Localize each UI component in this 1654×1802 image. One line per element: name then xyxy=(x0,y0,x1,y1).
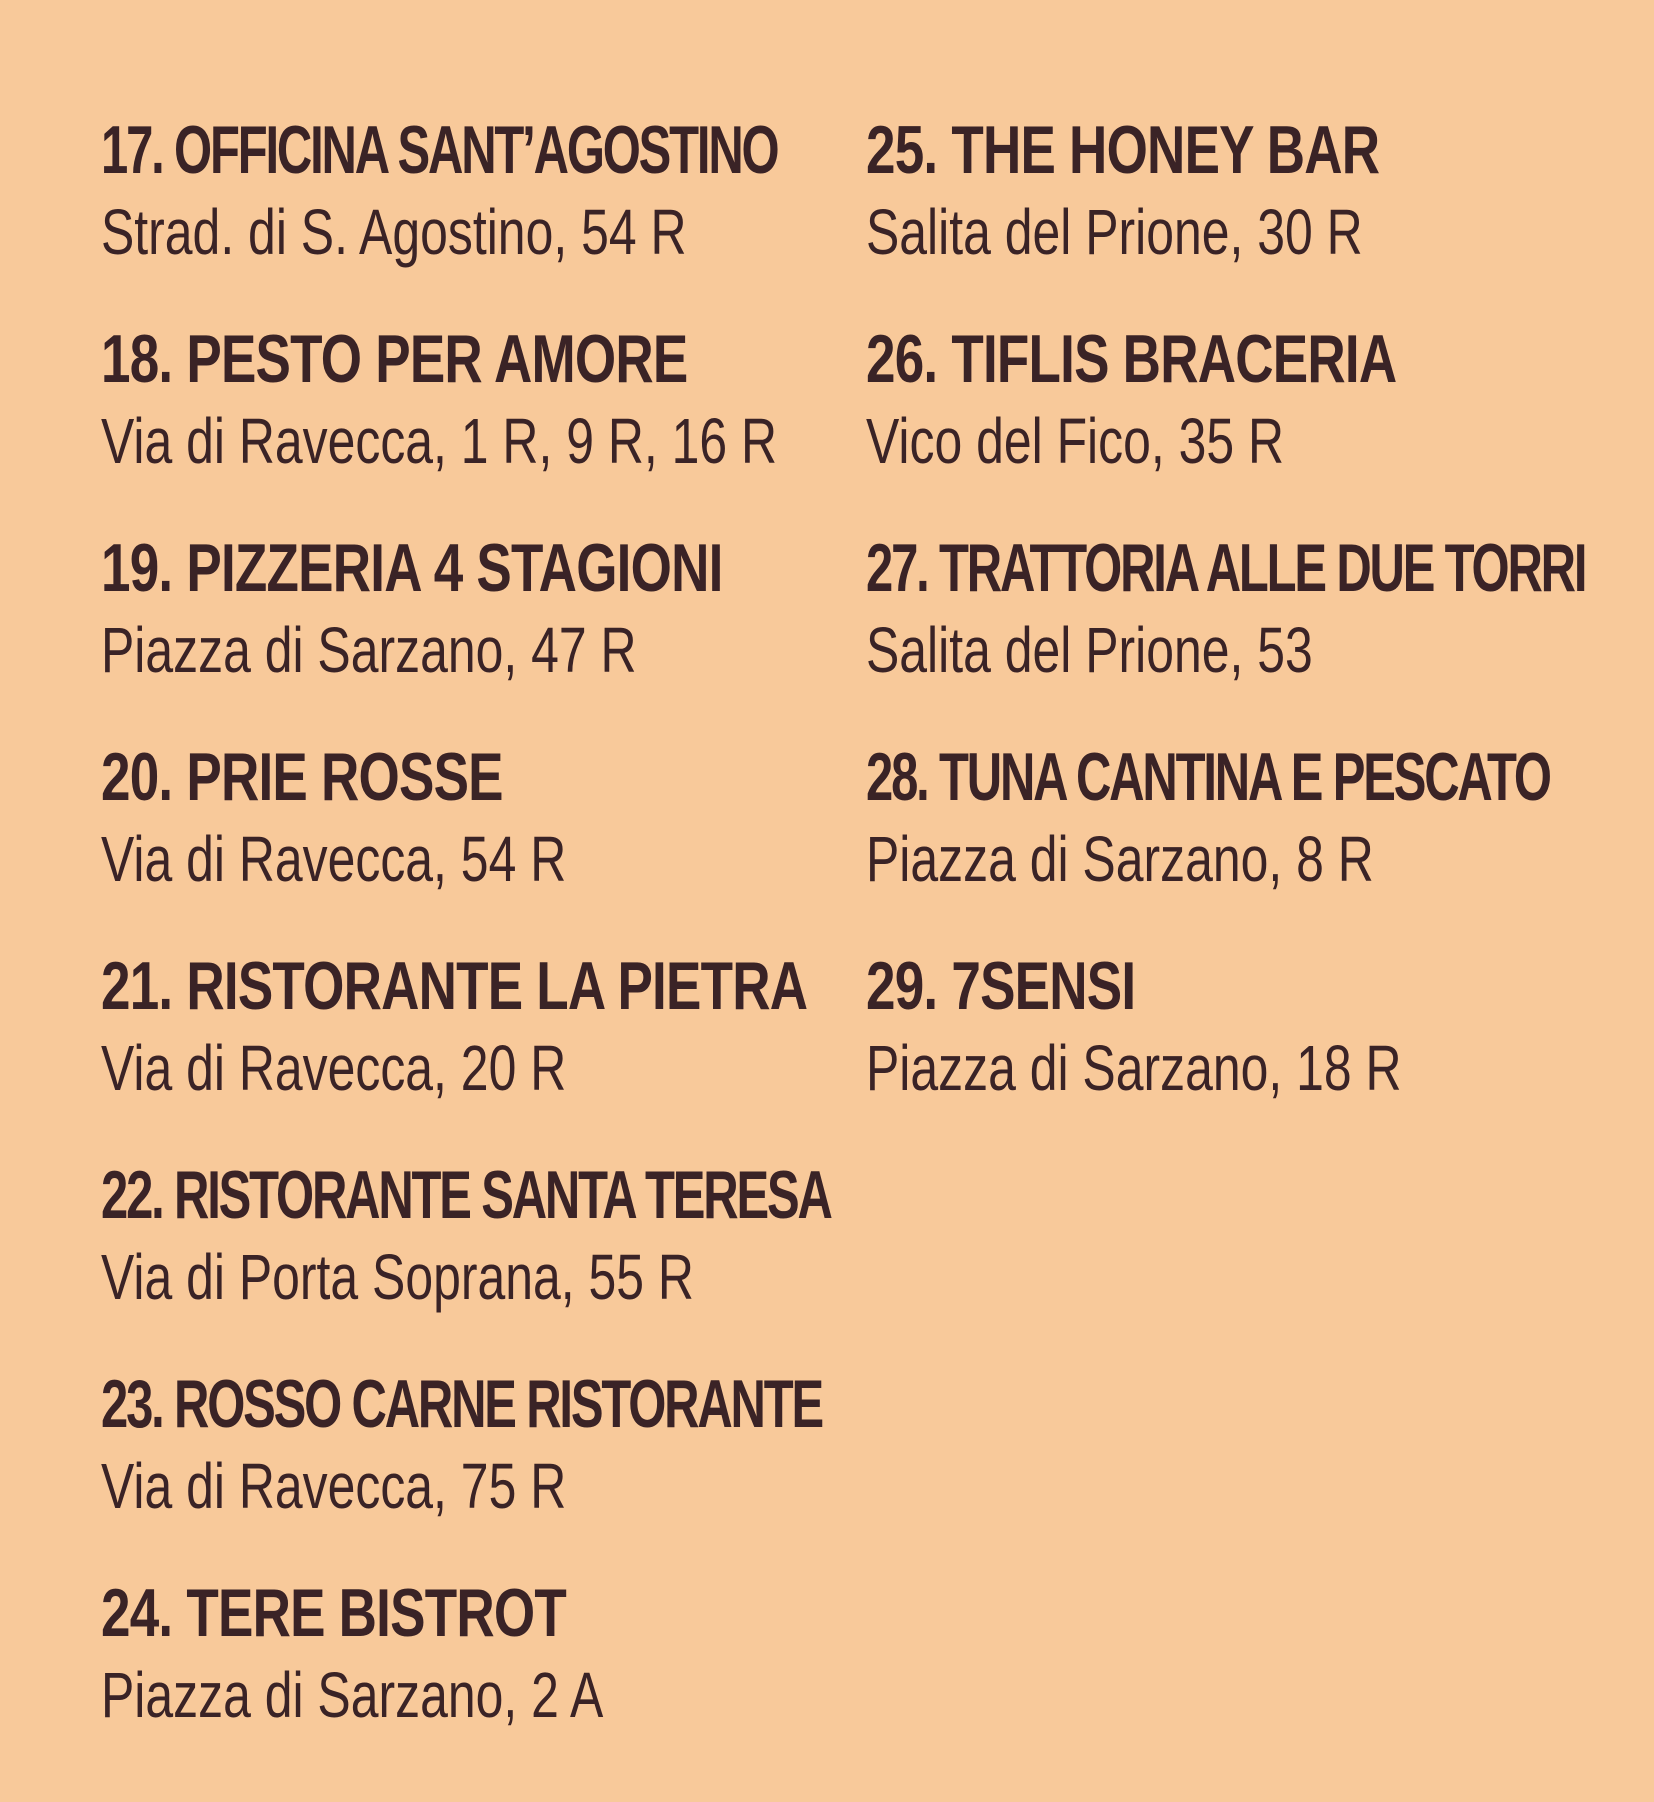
venue-address: Via di Ravecca, 1 R, 9 R, 16 R xyxy=(101,405,778,477)
left-column xyxy=(101,108,831,1780)
venue-name: 18. PESTO PER AMORE xyxy=(101,321,688,397)
venue-address: Via di Porta Soprana, 55 R xyxy=(101,1241,694,1313)
venue-address: Piazza di Sarzano, 18 R xyxy=(866,1032,1402,1104)
venue-address: Salita del Prione, 30 R xyxy=(866,196,1363,268)
venue-name: 27. TRATTORIA ALLE DUE TORRI xyxy=(866,530,1586,606)
venue-address: Via di Ravecca, 75 R xyxy=(101,1450,567,1522)
list-item xyxy=(101,317,821,526)
list-item xyxy=(101,526,821,735)
list-item xyxy=(866,735,1606,944)
venue-address: Piazza di Sarzano, 47 R xyxy=(101,614,637,686)
list-item xyxy=(866,526,1606,735)
list-item xyxy=(866,317,1606,526)
list-item xyxy=(101,735,821,944)
venue-address: Strad. di S. Agostino, 54 R xyxy=(101,196,687,268)
venue-name: 23. ROSSO CARNE RISTORANTE xyxy=(101,1366,822,1442)
venue-address: Vico del Fico, 35 R xyxy=(866,405,1285,477)
list-item xyxy=(101,1362,821,1571)
venue-name: 21. RISTORANTE LA PIETRA xyxy=(101,948,808,1024)
venue-name: 29. 7SENSI xyxy=(866,948,1136,1024)
list-item xyxy=(101,1153,831,1362)
list-item xyxy=(866,108,1606,317)
venue-name: 17. OFFICINA SANT’AGOSTINO xyxy=(101,112,778,188)
list-item xyxy=(101,108,821,317)
venue-address: Via di Ravecca, 54 R xyxy=(101,823,567,895)
list-item xyxy=(101,944,821,1153)
venue-name: 26. TIFLIS BRACERIA xyxy=(866,321,1397,397)
venue-name: 25. THE HONEY BAR xyxy=(866,112,1380,188)
venue-name: 22. RISTORANTE SANTA TERESA xyxy=(101,1157,831,1233)
venue-name: 24. TERE BISTROT xyxy=(101,1575,566,1651)
list-item xyxy=(866,944,1606,1153)
venue-address: Salita del Prione, 53 xyxy=(866,614,1313,686)
venue-name: 20. PRIE ROSSE xyxy=(101,739,503,815)
right-column xyxy=(866,108,1606,1153)
venue-address: Piazza di Sarzano, 8 R xyxy=(866,823,1374,895)
list-item xyxy=(101,1571,821,1780)
venue-name: 28. TUNA CANTINA E PESCATO xyxy=(866,739,1550,815)
venue-address: Piazza di Sarzano, 2 A xyxy=(101,1659,604,1731)
venue-name: 19. PIZZERIA 4 STAGIONI xyxy=(101,530,723,606)
venue-address: Via di Ravecca, 20 R xyxy=(101,1032,567,1104)
